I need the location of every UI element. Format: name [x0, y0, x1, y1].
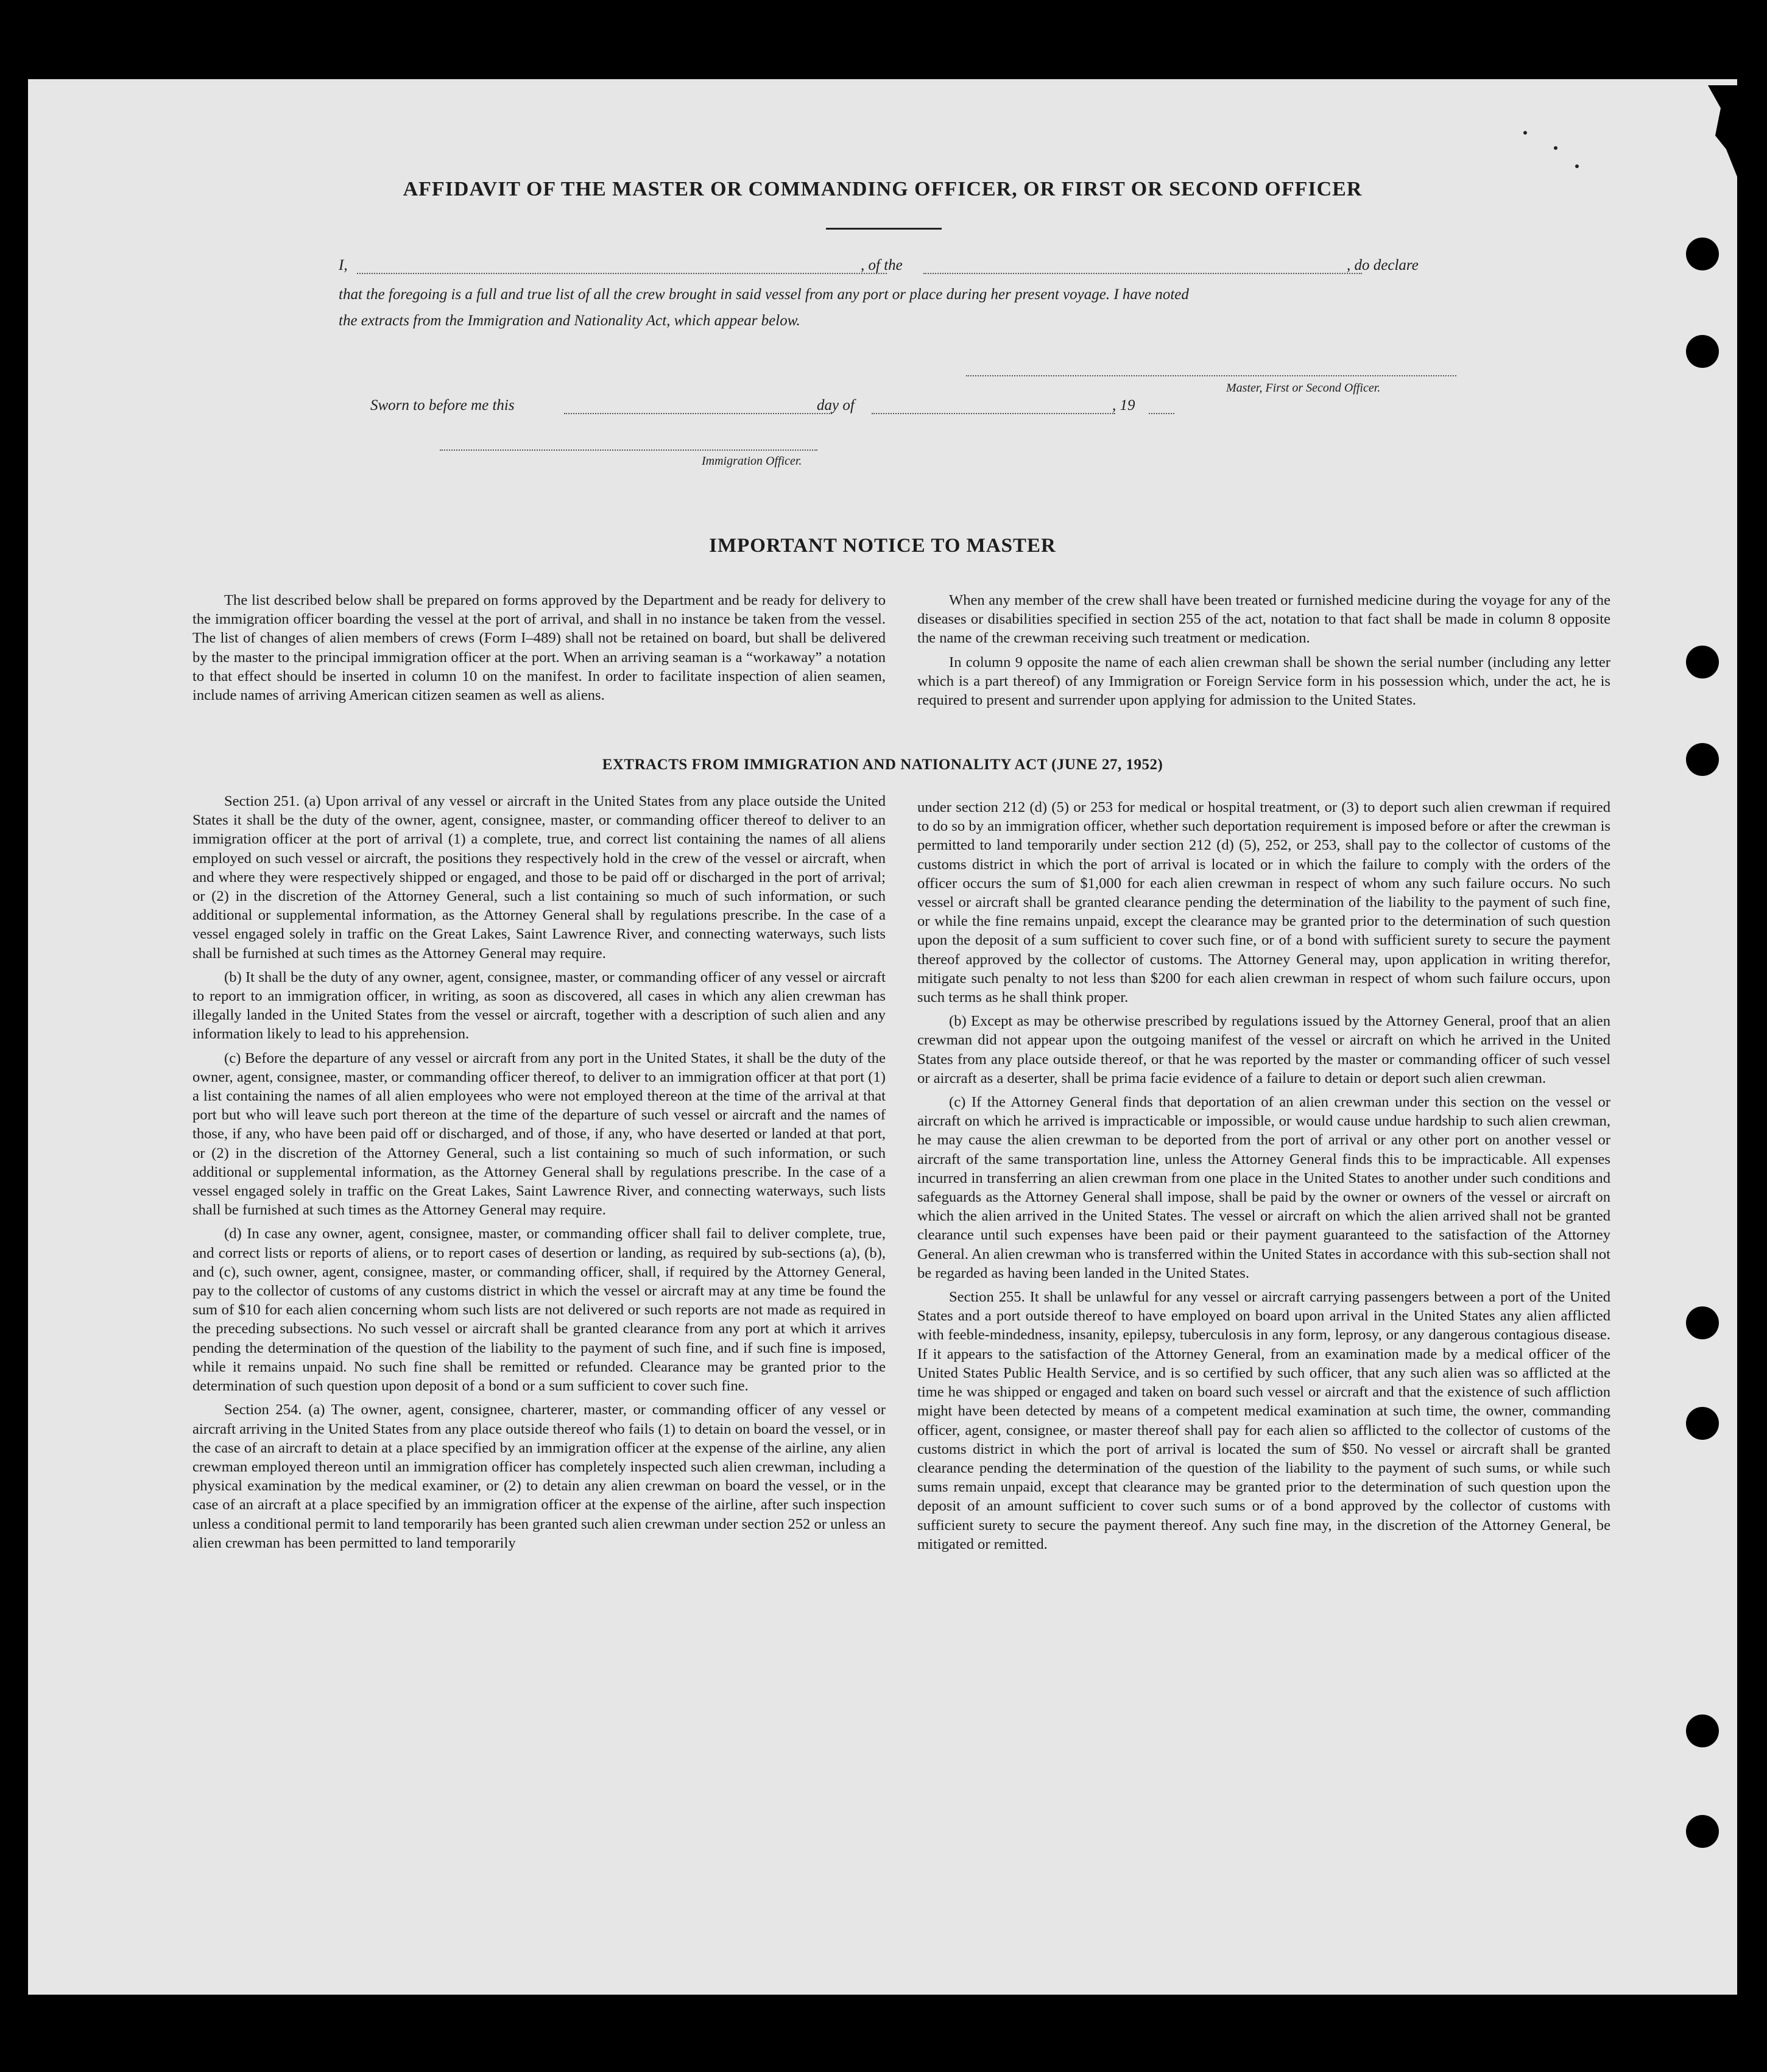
extracts-title: EXTRACTS FROM IMMIGRATION AND NATIONALITY ACT (JUNE 27, 1952): [602, 756, 1163, 773]
punch-hole: [1686, 238, 1719, 270]
i-label: I,: [339, 257, 348, 273]
speck: [1523, 131, 1527, 135]
punch-hole: [1686, 1815, 1719, 1848]
section-251-b: (b) It shall be the duty of any owner, agent, consignee, master, or commanding officer of any vessel or aircraft to report to an immigration officer, in writing, as soon as discovered, all cases in which any alien crewman has illegally landed in the United States from the vessel or aircraft, together with a description of such alien and any information likely to lead to his apprehension.: [192, 968, 886, 1043]
do-declare-label: , do declare: [1347, 257, 1419, 273]
notice-right-paragraph: When any member of the crew shall have been treated or furnished medicine during the voyage for any of the diseases or disabilities specified in section 255 of the act, notation to that fact shall be made in column 8 opposite the name of the crewman receiving such treatment or medication.: [917, 592, 1610, 647]
affidavit-title: AFFIDAVIT OF THE MASTER OR COMMANDING OFFICER, OR FIRST OR SECOND OFFICER: [403, 178, 1363, 200]
section-254-a: Section 254. (a) The owner, agent, consignee, charterer, master, or commanding officer of any vessel or aircraft arriving in the United States from any place outside thereof who fails (1) to detain on board the vessel, or in the case of an aircraft to detain at a place specified by an immigration officer at the expense of the airline, any alien crewman employed thereon until an immigration officer has completely inspected such alien crewman, including a physical examination by the medical examiner, or (2) to detain any alien crewman on board the vessel, or in the case of an aircraft at a place specified by an immigration officer at the expense of the airline, after such inspection unless a conditional permit to land temporarily has been granted such alien crewman under section 252 or unless an alien crewman has been permitted to land temporarily: [192, 1401, 886, 1551]
section-255: Section 255. It shall be unlawful for any vessel or aircraft carrying passengers between a port of the United States and a port outside thereof to have employed on board upon arrival in the United States any alien afflicted with feeble-mindedness, insanity, epilepsy, tuberculosis in any form, leprosy, or any dangerous contagious disease. If it appears to the satisfaction of the Attorney General, from an examination made by a medical officer of the United States Public Health Service, and is so certified by such officer, that any such alien was so afflicted at the time he was shipped or engaged and taken on board such vessel or aircraft and that the existence of such affliction might have been detected by means of a competent medical examination at such time, the owner, commanding officer, agent, consignee, or master thereof shall pay for each alien so afflicted to the collector of customs of the customs district in which the port of arrival is located the sum of $50. No vessel or aircraft shall be granted clearance pending the determination of the question of the liability to the payment of such sums, or while such sums remain unpaid, except that clearance may be granted prior to the determination of such question upon the deposit of an amount sufficient to cover such sums or of a bond approved by the collector of customs with sufficient surety to secure the payment thereof. Any such fine may, in the discretion of the Attorney General, be mitigated or remitted.: [917, 1289, 1610, 1552]
notice-left-paragraph: The list described below shall be prepared on forms approved by the Department and be ready for delivery to the immigration officer boarding the vessel at the port of arrival, and shall in no instance be taken from the vessel. The list of changes of alien members of crews (Form I–489) shall not be retained on board, but shall be delivered by the master to the principal immigration officer at the port. When an arriving seaman is a “workaway” a notation to that effect should be inserted in column 10 on the manifest. In order to facilitate inspection of alien seamen, include names of arriving American citizen seamen as well as aliens.: [192, 592, 886, 704]
notice-right-column: [917, 591, 1610, 714]
year-label: , 19: [1112, 397, 1135, 414]
section-254-c: (c) If the Attorney General finds that deportation of an alien crewman under this section on the vessel or aircraft on which he arrived is impracticable or impossible, or would cause undue hardship to such alien crewman, he may cause the alien crewman to be deported from the port of arrival or any other port on another vessel or aircraft of the same transportation line, unless the Attorney General finds this to be impracticable. All expenses incurred in transferring an alien crewman from one place in the United States to another under such conditions and safeguards as the Attorney General shall impose, shall be paid by the owner or owners of the vessel or aircraft on which the alien arrived in the United States. The vessel or aircraft on which the alien arrived shall not be granted clearance until such expenses have been paid or their payment guaranteed to the satisfaction of the Attorney General. An alien crewman who is transferred within the United States in accordance with this sub-section shall not be regarded as having been landed in the United States.: [917, 1094, 1610, 1281]
notice-left-column: [192, 591, 886, 710]
punch-hole: [1686, 1306, 1719, 1339]
section-251-c: (c) Before the departure of any vessel or aircraft from any port in the United States, it shall be the duty of the owner, agent, consignee, master, or commanding officer thereof, to deliver to an immigration officer at that port (1) a list containing the names of all alien employees who were not employed thereon at the time of the arrival at that port but who will leave such port thereon at the time of the departure of such vessel or aircraft and the names of those, if any, who have been paid off or discharged, and of those, if any, who have deserted or landed at that port, or (2) in the discretion of the Attorney General, such a list containing so much of such information, or such additional or supplemental information, as the Attorney General shall by regulations prescribe. In the case of a vessel engaged solely in traffic on the Great Lakes, Saint Lawrence River, and connecting waterways, such lists shall be furnished at such times as the Attorney General may require.: [192, 1049, 886, 1219]
master-signature-caption: Master, First or Second Officer.: [1226, 381, 1381, 395]
section-251-a: Section 251. (a) Upon arrival of any vessel or aircraft in the United States from any place outside the United States it shall be the duty of the owner, agent, consignee, master, or commanding officer thereof to deliver to an immigration officer at the port of arrival (1) a complete, true, and correct list containing the names of all aliens employed on such vessel or aircraft, the positions they respectively hold in the crew of the vessel or aircraft, when and where they were respectively shipped or engaged, and those to be paid off or discharged in the port of arrival; or (2) in the discretion of the Attorney General, such a list containing so much of such information, or such additional or supplemental information, as the Attorney General shall by regulations prescribe. In the case of a vessel engaged solely in traffic on the Great Lakes, Saint Lawrence River, and connecting waterways, such lists shall be furnished at such times as the Attorney General may require.: [192, 793, 886, 962]
punch-hole: [1686, 1714, 1719, 1747]
punch-hole: [1686, 1407, 1719, 1440]
title-rule: [826, 228, 942, 230]
section-254-b: (b) Except as may be otherwise prescribed by regulations issued by the Attorney General, proof that an alien crewman did not appear upon the outgoing manifest of the vessel or aircraft on which he arrived in the United States from any place outside thereof, or that he was reported by the master or commanding officer of such vessel or aircraft as a deserter, shall be prima facie evidence of a failure to detain or deport such alien crewman.: [917, 1013, 1610, 1087]
vessel-name-field[interactable]: [923, 273, 1362, 274]
notice-right-paragraph: In column 9 opposite the name of each alien crewman shall be shown the serial number (including any letter which is a part thereof) of any Immigration or Foreign Service form in his possession which, under the act, he is required to present and surrender upon applying for admission to the United States.: [917, 654, 1610, 709]
sworn-label: Sworn to before me this: [370, 397, 515, 414]
sworn-year-field[interactable]: [1149, 413, 1174, 414]
officer-signature-field[interactable]: [440, 449, 817, 451]
punch-hole: [1686, 335, 1719, 368]
sworn-month-field[interactable]: [872, 413, 1115, 414]
extracts-right-column: [917, 798, 1610, 1559]
declarant-name-field[interactable]: [357, 273, 887, 274]
extracts-left-column: [192, 792, 886, 1557]
day-of-label: day of: [817, 397, 855, 414]
punch-hole: [1686, 646, 1719, 678]
master-signature-field[interactable]: [966, 375, 1456, 376]
form-page: [28, 79, 1737, 1995]
section-251-d: (d) In case any owner, agent, consignee, master, or commanding officer shall fail to deliver complete, true, and correct lists or reports of aliens, or to report cases of desertion or landing, as required by sub-sections (a), (b), and (c), such owner, agent, consignee, master, or commanding officer, shall, if required by the Attorney General, pay to the collector of customs of any customs district in which the vessel or aircraft may at any time be found the sum of $10 for each alien concerning whom such lists are not delivered or such reports are not made as required in the preceding subsections. No such vessel or aircraft shall be granted clearance from any port at which it arrives pending the determination of the question of the liability to the payment of such fine, and if such fine is imposed, while it remains unpaid. No such fine shall be remitted or refunded. Clearance may be granted prior to the determination of such question upon deposit of a bond or a sum sufficient to cover such fine.: [192, 1225, 886, 1395]
speck: [1554, 146, 1557, 150]
officer-caption: Immigration Officer.: [702, 454, 802, 468]
notice-title: IMPORTANT NOTICE TO MASTER: [709, 535, 1056, 557]
statement-line-2: the extracts from the Immigration and Nationality Act, which appear below.: [339, 312, 800, 329]
torn-corner: [1701, 85, 1737, 177]
speck: [1575, 164, 1579, 168]
sworn-day-field[interactable]: [564, 413, 832, 414]
of-the-label: , of the: [861, 257, 903, 273]
section-254-a-continued: under section 212 (d) (5) or 253 for medical or hospital treatment, or (3) to deport such alien crewman if required to do so by an immigration officer, whether such deportation requirement is imposed before or after the crewman is permitted to land temporarily under section 212 (d) (5), 252, or 253, shall pay to the collector of customs of the customs district in which the port of arrival is located or in which the failure to comply with the orders of the officer occurs the sum of $1,000 for each alien crewman in respect of whom any such failure occurs. No such vessel or aircraft shall be granted clearance pending the determination of the liability to the payment of such fine, or while the fine remains unpaid, except the clearance may be granted prior to the determination of such question upon the deposit of a sum sufficient to cover such fine, or of a bond with sufficient surety to secure the payment thereof approved by the collector of customs. The Attorney General may, upon application in writing therefor, mitigate such penalty to not less than $200 for each alien crewman in respect of whom such failure occurs, upon such terms as he shall think proper.: [917, 799, 1610, 1006]
statement-line-1: that the foregoing is a full and true list of all the crew brought in said vessel from any port or place during her present voyage. I have noted: [339, 286, 1189, 303]
